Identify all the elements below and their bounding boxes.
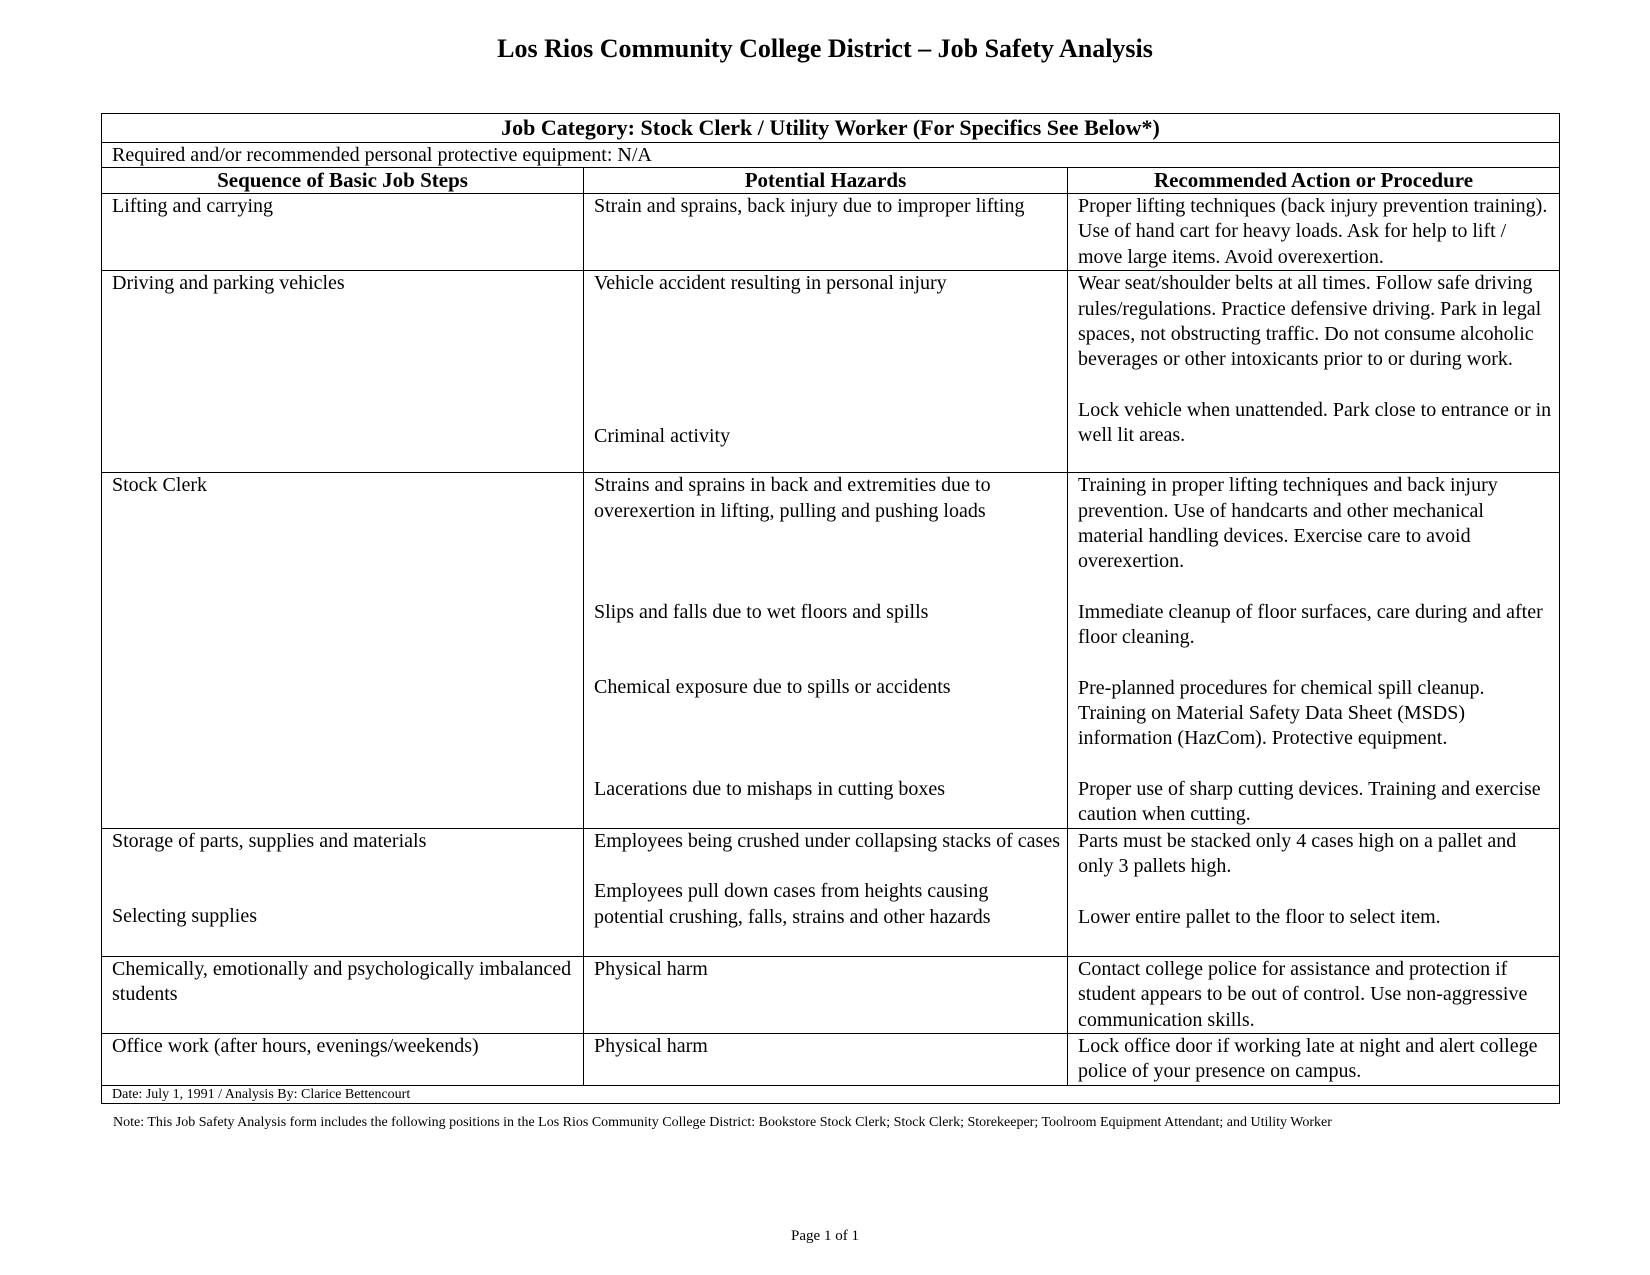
job-safety-analysis-table (101, 113, 1560, 1104)
action: Immediate cleanup of floor surfaces, care during and after floor cleaning. (1078, 600, 1543, 649)
action: Pre-planned procedures for chemical spill cleanup. Training on Material Safety Data Sheet (MSDS) information (HazCom). Protective equipment. (1078, 676, 1485, 750)
document-title: Los Rios Community College District – Job Safety Analysis (497, 34, 1153, 63)
page-number: Page 1 of 1 (791, 1228, 859, 1244)
hazard: Strain and sprains, back injury due to improper lifting (584, 194, 1068, 271)
table-row (102, 194, 1560, 271)
action: Training in proper lifting techniques and back injury prevention. Use of handcarts and other mechanical material handling devices. Exercise care to avoid overexertion. (1078, 474, 1498, 573)
hazard: Physical harm (584, 956, 1068, 1033)
action: Proper use of sharp cutting devices. Training and exercise caution when cutting. (1078, 777, 1541, 826)
job-step: Storage of parts, supplies and materials (112, 829, 427, 852)
hazard: Slips and falls due to wet floors and spills (594, 601, 929, 624)
hazard: Employees being crushed under collapsing stacks of cases (594, 829, 1060, 852)
job-step: Chemically, emotionally and psychologically imbalanced students (102, 956, 584, 1033)
action: Parts must be stacked only 4 cases high on a pallet and only 3 pallets high. (1078, 829, 1517, 878)
job-step: Selecting supplies (112, 905, 257, 928)
job-step: Stock Clerk (102, 473, 584, 828)
job-category-row (102, 114, 1560, 143)
action: Lower entire pallet to the floor to select item. (1078, 905, 1441, 928)
column-header-job-steps: Sequence of Basic Job Steps (102, 168, 584, 194)
date-analysis-line: Date: July 1, 1991 / Analysis By: Clarice Bettencourt (102, 1085, 1560, 1103)
hazard: Physical harm (584, 1033, 1068, 1085)
header-row (102, 168, 1560, 194)
hazard: Lacerations due to mishaps in cutting boxes (594, 777, 946, 800)
date-row (102, 1085, 1560, 1103)
table-row (102, 473, 1560, 828)
hazard: Strains and sprains in back and extremities due to overexertion in lifting, pulling and pushing loads (594, 474, 991, 522)
job-step: Driving and parking vehicles (102, 271, 584, 473)
ppe-requirement: Required and/or recommended personal protective equipment: N/A (102, 143, 1560, 168)
positions-note: Note: This Job Safety Analysis form includes the following positions in the Los Rios Community College District: Bookstore Stock Clerk; Stock Clerk; Storekeeper; Toolroom Equipment Attendant; and Utility Worker (113, 1115, 1332, 1130)
hazard: Vehicle accident resulting in personal injury (594, 272, 947, 295)
action: Proper lifting techniques (back injury prevention training). Use of hand cart for heavy loads. Ask for help to lift / move large items. Avoid overexertion. (1068, 194, 1560, 271)
table-row (102, 956, 1560, 1033)
job-category: Job Category: Stock Clerk / Utility Worker (For Specifics See Below*) (102, 114, 1560, 143)
column-header-hazards: Potential Hazards (584, 168, 1068, 194)
table-row (102, 1033, 1560, 1085)
table-row (102, 271, 1560, 473)
hazard: Chemical exposure due to spills or accidents (594, 676, 951, 699)
job-step: Office work (after hours, evenings/weekends) (102, 1033, 584, 1085)
hazard: Criminal activity (594, 424, 731, 447)
action: Wear seat/shoulder belts at all times. Follow safe driving rules/regulations. Practice defensive driving. Park in legal spaces, not obstructing traffic. Do not consume alcoholic beverages or other intoxicants prior to or during work. (1078, 272, 1542, 371)
ppe-row (102, 143, 1560, 168)
action: Lock office door if working late at night and alert college police of your presence on campus. (1068, 1033, 1560, 1085)
action: Lock vehicle when unattended. Park close to entrance or in well lit areas. (1078, 398, 1552, 447)
column-header-actions: Recommended Action or Procedure (1068, 168, 1560, 194)
action: Contact college police for assistance and protection if student appears to be out of control. Use non-aggressive communication skills. (1068, 956, 1560, 1033)
job-step: Lifting and carrying (102, 194, 584, 271)
hazard: Employees pull down cases from heights causing potential crushing, falls, strains and other hazards (594, 880, 991, 928)
table-row (102, 828, 1560, 956)
